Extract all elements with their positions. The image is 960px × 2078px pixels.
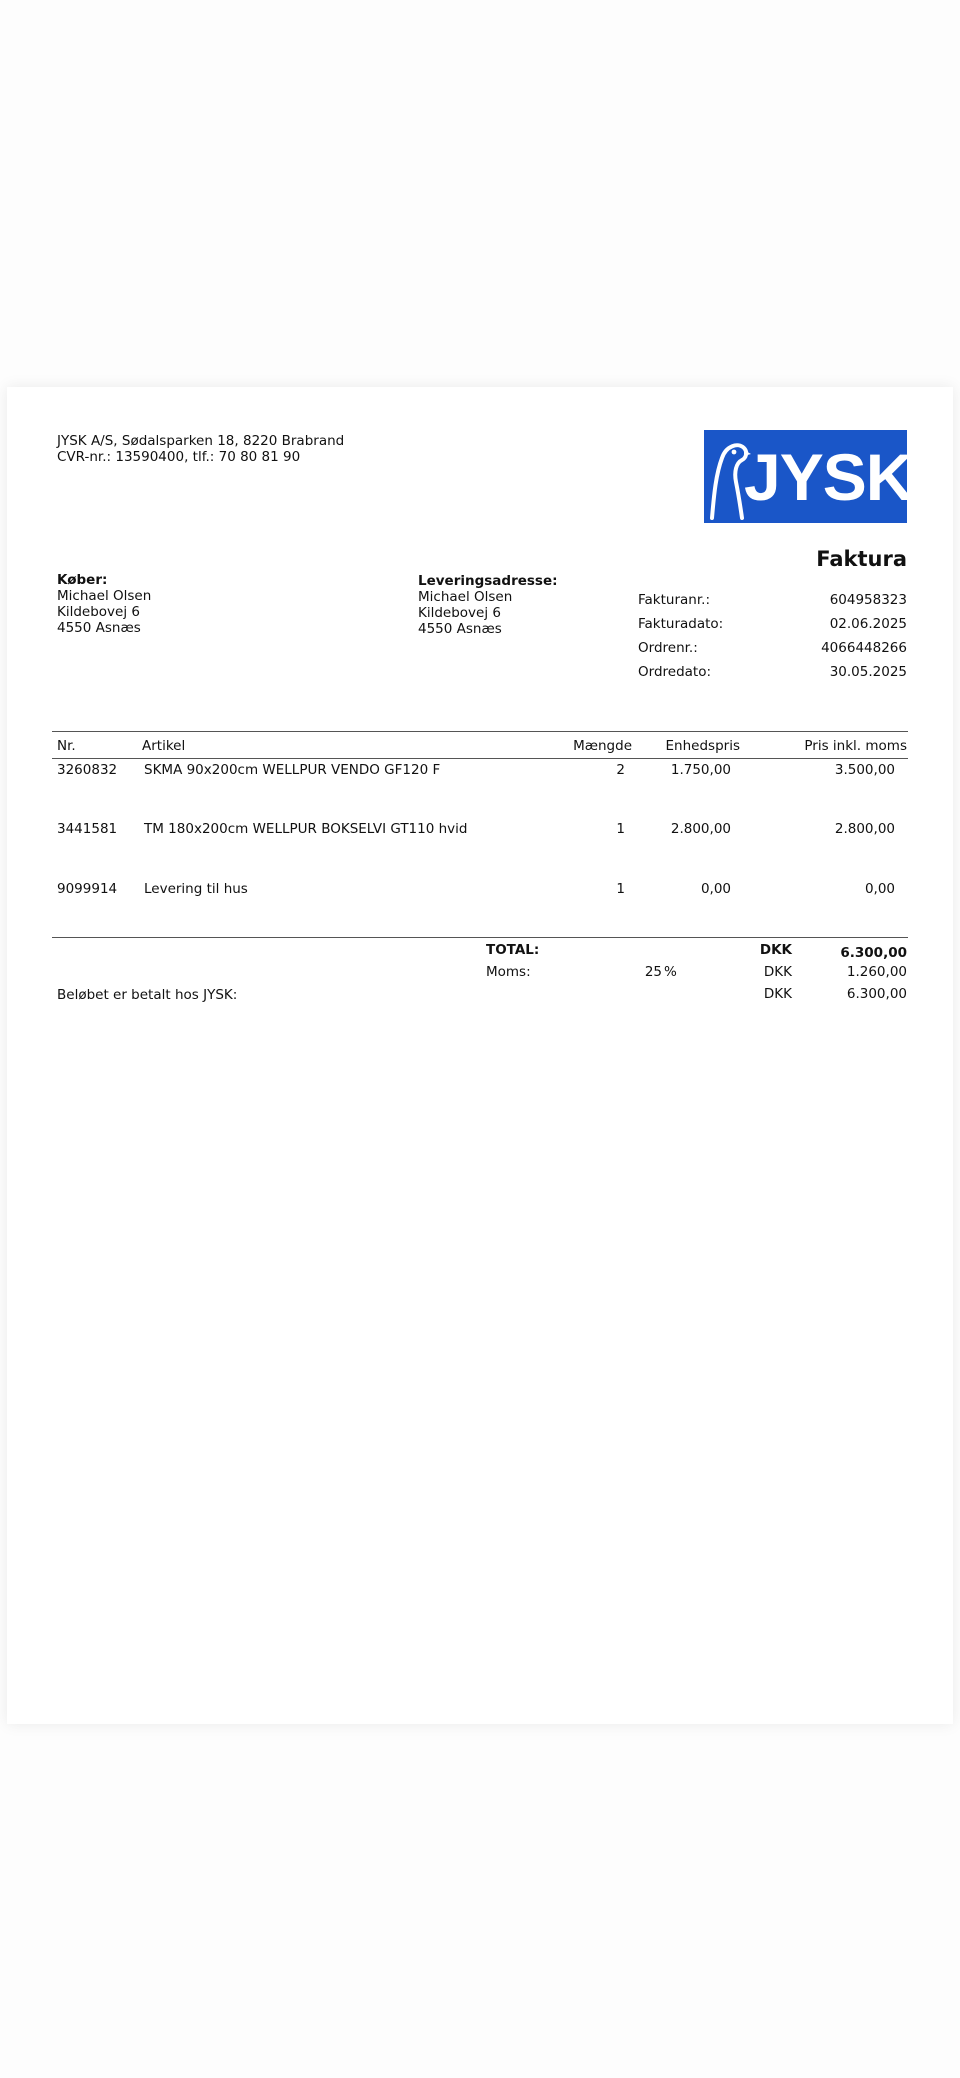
moms-currency: DKK xyxy=(763,964,792,980)
row-maengde: 1 xyxy=(616,881,625,897)
meta-label-invoice-date: Fakturadato: xyxy=(638,616,724,632)
delivery-city: 4550 Asnæs xyxy=(418,621,502,637)
buyer-street: Kildebovej 6 xyxy=(57,604,140,620)
col-header-maengde: Mængde xyxy=(573,738,632,754)
company-cvr: CVR-nr.: 13590400, tlf.: 70 80 81 90 xyxy=(57,449,301,465)
row-nr: 9099914 xyxy=(57,881,118,897)
moms-rate: 25 xyxy=(644,964,662,980)
buyer-name: Michael Olsen xyxy=(57,588,152,604)
col-header-artikel: Artikel xyxy=(142,738,186,754)
row-nr: 3260832 xyxy=(57,762,118,778)
col-header-nr: Nr. xyxy=(57,738,76,754)
delivery-label: Leveringsadresse: xyxy=(418,573,558,589)
paid-label: Beløbet er betalt hos JYSK: xyxy=(57,987,238,1003)
table-bottom-rule xyxy=(52,937,908,938)
row-artikel: Levering til hus xyxy=(144,881,248,897)
moms-label: Moms: xyxy=(486,964,531,980)
row-maengde: 2 xyxy=(616,762,625,778)
table-top-rule xyxy=(52,731,908,732)
row-maengde: 1 xyxy=(616,821,625,837)
delivery-street: Kildebovej 6 xyxy=(418,605,501,621)
jysk-logo xyxy=(704,430,913,523)
row-pris: 0,00 xyxy=(864,881,895,897)
company-address: JYSK A/S, Sødalsparken 18, 8220 Brabrand xyxy=(57,433,345,449)
invoice-page xyxy=(7,387,953,1724)
meta-label-invoice-nr: Fakturanr.: xyxy=(638,592,710,608)
delivery-name: Michael Olsen xyxy=(418,589,513,605)
meta-label-order-nr: Ordrenr.: xyxy=(638,640,698,656)
col-header-pris: Pris inkl. moms xyxy=(804,738,907,754)
paid-value: 6.300,00 xyxy=(846,986,907,1002)
row-pris: 3.500,00 xyxy=(834,762,895,778)
total-label: TOTAL: xyxy=(486,942,540,958)
meta-value-order-nr: 4066448266 xyxy=(821,640,907,656)
paid-currency: DKK xyxy=(763,986,792,1002)
meta-value-invoice-nr: 604958323 xyxy=(829,592,907,608)
meta-label-order-date: Ordredato: xyxy=(638,664,712,680)
col-header-enhedspris: Enhedspris xyxy=(665,738,740,754)
buyer-label: Køber: xyxy=(57,572,108,588)
moms-value: 1.260,00 xyxy=(846,964,907,980)
row-enhedspris: 0,00 xyxy=(700,881,731,897)
logo-wordmark: JYSK xyxy=(744,440,913,514)
row-artikel: SKMA 90x200cm WELLPUR VENDO GF120 F xyxy=(144,762,441,778)
row-pris: 2.800,00 xyxy=(834,821,895,837)
row-enhedspris: 1.750,00 xyxy=(670,762,731,778)
table-header-rule xyxy=(52,758,908,759)
row-enhedspris: 2.800,00 xyxy=(670,821,731,837)
row-nr: 3441581 xyxy=(57,821,118,837)
buyer-city: 4550 Asnæs xyxy=(57,620,141,636)
moms-percent: % xyxy=(664,964,677,980)
total-value: 6.300,00 xyxy=(840,945,907,961)
meta-value-invoice-date: 02.06.2025 xyxy=(829,616,907,632)
document-title: Faktura xyxy=(816,547,907,571)
meta-value-order-date: 30.05.2025 xyxy=(829,664,907,680)
total-currency: DKK xyxy=(759,942,792,958)
row-artikel: TM 180x200cm WELLPUR BOKSELVI GT110 hvid xyxy=(144,821,468,837)
